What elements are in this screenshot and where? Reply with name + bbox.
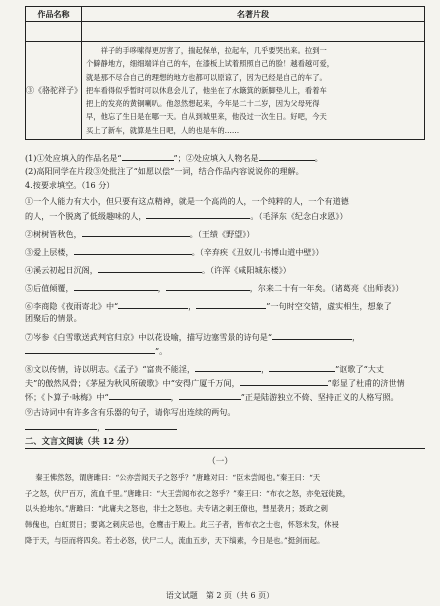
- excerpt-line: 祥子的手哆嗦得更厉害了，揣起保单，拉起车，几乎要哭出来。拉到一: [100, 46, 327, 55]
- excerpt-line: 个僻静地方，细细端详自己的车，在漆板上试着照照自己的脸！越看越可爱，: [86, 59, 335, 69]
- footer-subject: 语文试题: [165, 591, 198, 600]
- excerpt-cell: [82, 42, 425, 140]
- classical-passage: [25, 470, 425, 549]
- question-text: 夫”的傲然风骨；《茅屋为秋风所破歌》中“安得广厦千万间，: [25, 378, 240, 388]
- question-text: (1)①处应填入的作品名是“: [25, 153, 122, 163]
- header-work-name: 作品名称: [26, 7, 82, 22]
- answer-blank[interactable]: [74, 282, 158, 291]
- header-excerpt: 名著片段: [82, 7, 425, 22]
- passage-line: 降于天，与臣而将四矣。若士必怒，伏尸二人，流血五步，天下缟素，今日是也。”挺剑而起。: [25, 535, 325, 545]
- question-4-3: [25, 246, 427, 258]
- question-text: ”；②处应填入人物名是: [173, 153, 259, 163]
- question-4-7-cont: [25, 345, 427, 357]
- question-4-6-cont: 团聚后的情景。: [25, 313, 82, 323]
- question-text: ，: [157, 283, 166, 293]
- excerpt-line: 把车看得似乎暂时可以休息会儿了，他坐在了水簸箕的新脚垫儿上，看着车: [86, 85, 327, 95]
- excerpt-line: 早，他忘了生日是在哪一天。自从到城里来，他没过一次生日。好吧，今天: [86, 112, 327, 122]
- question-text: ，: [97, 422, 106, 432]
- question-4-4: [25, 264, 427, 276]
- answer-blank[interactable]: [269, 363, 335, 372]
- part-heading: （一）: [207, 457, 233, 467]
- question-3-2: (2)高阳同学在片段③处批注了“如愿以偿”一词，结合作品内容说说你的理解。: [25, 166, 304, 176]
- answer-blank[interactable]: [146, 210, 250, 219]
- question-text: ⑤后值倾覆，: [25, 283, 74, 293]
- question-text: 。（辛弃疾《丑奴儿·书博山道中壁》）: [191, 247, 324, 257]
- question-text: ⑦岑参《白雪歌送武判官归京》中以花设喻，描写边塞雪景的诗句是“: [25, 332, 272, 342]
- question-text: ，尔来二十有一年矣。（诸葛亮《出师表》）: [249, 283, 404, 293]
- question-3-1: [25, 152, 427, 164]
- question-text: ，: [170, 392, 179, 402]
- question-text: 。（王绩《野望》）: [189, 229, 255, 239]
- answer-blank[interactable]: [166, 282, 250, 291]
- question-text: ”正是陆游独立不倚、坚持正义的人格写照。: [240, 392, 399, 402]
- question-4-6: [25, 300, 427, 312]
- answer-blank[interactable]: [195, 363, 261, 372]
- question-text: ”彰显了杜甫的济世情: [327, 378, 405, 388]
- answer-blank[interactable]: [122, 152, 174, 161]
- answer-blank[interactable]: [25, 345, 155, 354]
- question-text: ③爱上层楼，: [25, 247, 74, 257]
- answer-blank[interactable]: [98, 264, 202, 273]
- question-text: ，: [351, 332, 361, 342]
- question-4-8-cont2: [25, 391, 427, 403]
- works-table: [25, 6, 425, 140]
- question-4-7: [25, 331, 427, 343]
- answer-blank[interactable]: [179, 391, 241, 400]
- question-text: ④溪云初起日沉阁，: [25, 265, 98, 275]
- passage-line: 子之怒，伏尸百万，流血千里。”唐雎曰：“大王尝闻布衣之怒乎？”秦王曰：“布衣之怒，亦免冠徒跣，: [25, 488, 351, 498]
- question-4-9-blanks: [25, 421, 427, 433]
- passage-line: 秦王怫然怒，谓唐雎曰：“公亦尝闻天子之怒乎？”唐雎对曰：“臣未尝闻也。”秦王曰：“天: [35, 473, 321, 482]
- excerpt-line: 把上的发亮的黄铜喇叭。他忽然想起来，今年是二十二岁，因为父母死得: [86, 99, 320, 109]
- answer-blank[interactable]: [109, 391, 171, 400]
- question-text: ”一句时空交错，虚实相生，想象了: [266, 301, 392, 311]
- question-text: 。: [314, 153, 323, 163]
- work-name-cell: ③《骆驼祥子》: [26, 42, 82, 140]
- answer-blank[interactable]: [105, 421, 177, 430]
- answer-blank[interactable]: [118, 300, 188, 309]
- footer-page-number: 第 2 页（共 6 页）: [205, 591, 275, 600]
- answer-blank[interactable]: [240, 377, 328, 386]
- table-row: [26, 42, 425, 140]
- question-text: ，: [188, 301, 197, 311]
- question-4-8-cont: [25, 377, 427, 389]
- question-4-5: [25, 282, 427, 294]
- answer-blank[interactable]: [74, 246, 192, 255]
- table-row-empty-top: [26, 22, 425, 42]
- section-title: 二、文言文阅读（共 12 分）: [25, 436, 134, 446]
- table-header-row: [26, 7, 425, 22]
- question-text: ②树树皆秋色，: [25, 229, 82, 239]
- question-4-2: [25, 228, 427, 240]
- question-4-title: 4.按要求填空。（16 分）: [25, 180, 115, 190]
- question-4-8: [25, 363, 427, 375]
- question-text: ”。: [155, 346, 168, 356]
- question-text: 。（毛泽东《纪念白求恩》）: [250, 211, 348, 221]
- passage-line: 韩傀也，白虹贯日；要离之刺庆忌也，仓鹰击于殿上。此三子者，皆布衣之士也，怀怒未发，休祲: [25, 520, 339, 530]
- passage-line: 以头抢地尔。”唐雎曰：“此庸夫之怒也，非士之怒也。夫专诸之刺王僚也，彗星袭月；聂政之刺: [25, 504, 328, 514]
- question-text: 。（许浑《咸阳城东楼》）: [201, 265, 291, 275]
- answer-blank[interactable]: [272, 331, 352, 340]
- section-divider: [25, 448, 425, 449]
- question-text: ，: [261, 364, 270, 374]
- question-4-9: ⑨古诗词中有许多含有乐器的句子，请你写出连续的两句。: [25, 407, 236, 417]
- question-4-1: ①一个人能力有大小，但只要有这点精神，就是一个高尚的人，一个纯粹的人，一个有道德: [25, 196, 349, 206]
- question-text: ⑧文以传情，诗以明志。《孟子》“富贵不能淫，: [25, 364, 196, 374]
- excerpt-line: 就是那不尽合自己的理想的地方也都可以原谅了，因为已经是自己的车了。: [86, 72, 327, 82]
- answer-blank[interactable]: [25, 421, 97, 430]
- excerpt-line: 买上了新车，就算是生日吧，人的也是车的……: [86, 125, 240, 135]
- question-text: 怀；《卜算子·咏梅》中“: [25, 392, 109, 402]
- answer-blank[interactable]: [196, 300, 266, 309]
- question-text: ”讴歌了“大丈: [335, 364, 384, 374]
- answer-blank[interactable]: [82, 228, 190, 237]
- answer-blank[interactable]: [259, 152, 315, 161]
- question-text: ⑥李商隐《夜雨寄北》中“: [25, 301, 119, 311]
- page-footer: [0, 590, 440, 601]
- question-4-1-cont: [25, 210, 427, 222]
- question-text: 的人，一个脱离了低级趣味的人，: [25, 211, 147, 221]
